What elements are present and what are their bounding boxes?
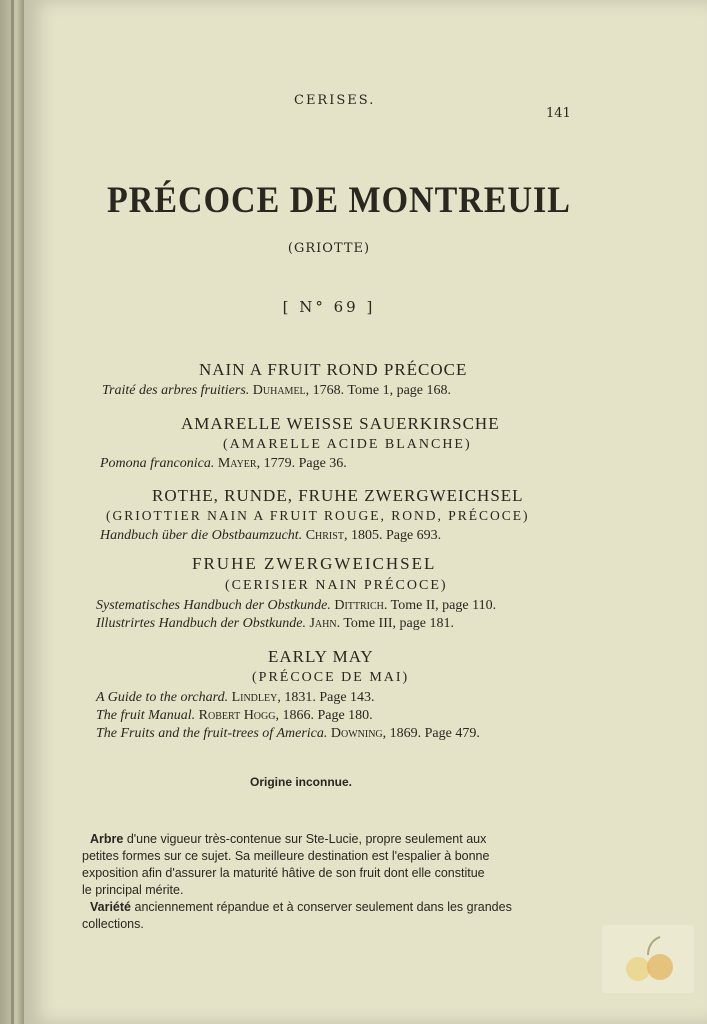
reference-detail: , 1866. Page 180.: [275, 708, 373, 723]
reference-author: Dittrich: [334, 598, 384, 613]
description-text: d'une vigueur très-contenue sur Ste-Lucie, propre seulement aux: [123, 832, 487, 846]
reference-author: Duhamel: [252, 383, 306, 398]
reference-work: The fruit Manual.: [96, 708, 196, 723]
book-page: [24, 0, 707, 1024]
reference-work: The Fruits and the fruit-trees of America.: [96, 726, 328, 741]
reference-work: A Guide to the orchard.: [96, 690, 229, 705]
synonym-name: AMARELLE WEISSE SAUERKIRSCHE: [181, 414, 500, 433]
synonym-name: NAIN A FRUIT ROND PRÉCOCE: [199, 360, 468, 379]
description-line: [90, 900, 512, 914]
synonym-name: ROTHE, RUNDE, FRUHE ZWERGWEICHSEL: [152, 486, 524, 505]
reference-line: [96, 598, 496, 614]
description-label: Variété: [90, 900, 132, 914]
reference-detail: , 1831. Page 143.: [277, 690, 375, 705]
reference-work: Systematisches Handbuch der Obstkunde.: [96, 598, 331, 613]
synonym-translation: (PRÉCOCE DE MAI): [252, 670, 410, 685]
fruit-watermark-icon: [602, 925, 694, 993]
reference-author: Christ: [305, 528, 344, 543]
reference-line: [96, 690, 375, 706]
reference-author: Robert Hogg: [198, 708, 276, 723]
page-number: 141: [546, 106, 571, 121]
reference-line: [96, 708, 373, 724]
reference-author: Mayer: [217, 456, 257, 471]
description-line: [90, 832, 486, 846]
reference-line: [100, 528, 441, 544]
running-head: CERISES.: [294, 93, 376, 108]
reference-detail: , 1768. Tome 1, page 168.: [305, 383, 452, 398]
reference-author: Jahn: [309, 616, 337, 631]
reference-detail: . Tome III, page 181.: [336, 616, 454, 631]
synonym-translation: (CERISIER NAIN PRÉCOCE): [225, 578, 448, 593]
reference-work: Illustrirtes Handbuch der Obstkunde.: [96, 616, 306, 631]
description-label: Arbre: [90, 832, 124, 846]
reference-line: [96, 726, 480, 742]
spine-edge: [11, 0, 14, 1024]
reference-line: [96, 616, 454, 632]
reference-line: [100, 456, 347, 472]
page-title: PRÉCOCE DE MONTREUIL: [107, 180, 571, 221]
synonym-name: EARLY MAY: [268, 647, 374, 666]
reference-author: Lindley: [231, 690, 278, 705]
reference-work: Handbuch über die Obstbaumzucht.: [100, 528, 303, 543]
reference-detail: , 1869. Page 479.: [382, 726, 480, 741]
origin-note: Origine inconnue.: [250, 775, 353, 789]
reference-detail: , 1805. Page 693.: [343, 528, 442, 543]
synonym-translation: (AMARELLE ACIDE BLANCHE): [223, 437, 472, 452]
synonym-name: FRUHE ZWERGWEICHSEL: [192, 554, 437, 573]
reference-detail: , 1779. Page 36.: [256, 456, 347, 471]
description-text: anciennement répandue et à conserver seulement dans les grandes: [131, 900, 512, 914]
reference-line: [102, 383, 451, 399]
description-line: exposition afin d'assurer la maturité hâtive de son fruit dont elle constitue: [82, 866, 485, 880]
reference-work: Pomona franconica.: [100, 456, 215, 471]
synonym-translation: (GRIOTTIER NAIN A FRUIT ROUGE, ROND, PRÉCOCE): [106, 508, 530, 523]
reference-author: Downing: [330, 726, 383, 741]
description-line: collections.: [82, 917, 144, 931]
reference-work: Traité des arbres fruitiers.: [102, 383, 250, 398]
reference-detail: . Tome II, page 110.: [383, 598, 497, 613]
catalog-number: [ N° 69 ]: [282, 298, 376, 316]
description-line: petites formes sur ce sujet. Sa meilleure destination est l'espalier à bonne: [82, 849, 490, 863]
page-subtitle: (GRIOTTE): [287, 241, 371, 256]
description-line: le principal mérite.: [82, 883, 184, 897]
